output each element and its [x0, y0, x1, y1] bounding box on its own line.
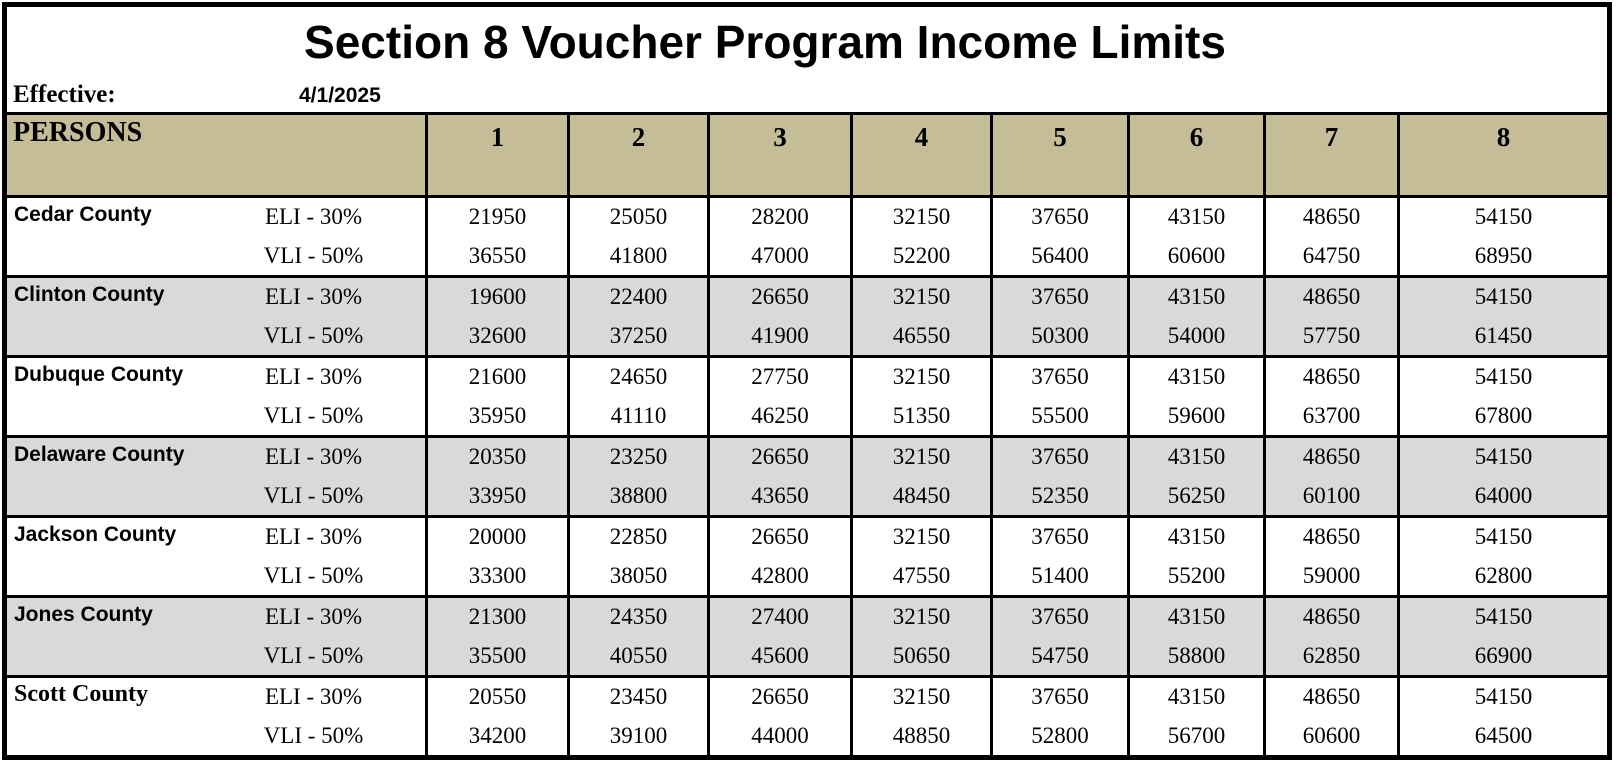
county-name: Jones County — [14, 603, 153, 626]
income-tier-label: ELI - 30% — [264, 604, 363, 630]
income-limit-value: 32150 — [850, 278, 990, 317]
income-tier-label: VLI - 50% — [263, 722, 364, 748]
income-limit-value: 32150 — [850, 678, 990, 717]
income-limit-value: 26650 — [707, 438, 850, 477]
persons-header-row — [7, 115, 1607, 198]
income-limit-value: 43150 — [1127, 598, 1263, 637]
income-limit-value: 40550 — [567, 637, 707, 676]
income-limit-value: 54150 — [1397, 678, 1607, 717]
income-limit-value: 43150 — [1127, 678, 1263, 717]
income-limit-value: 58800 — [1127, 637, 1263, 676]
income-limit-value: 44000 — [707, 717, 850, 756]
persons-col-header-2: 2 — [567, 115, 707, 195]
income-limit-value: 48450 — [850, 477, 990, 516]
income-limit-value: 43150 — [1127, 358, 1263, 397]
income-limit-value: 37650 — [990, 518, 1127, 557]
income-tier-label: ELI - 30% — [264, 444, 363, 470]
income-limit-value: 19600 — [425, 278, 567, 317]
income-limit-value: 37650 — [990, 198, 1127, 237]
county-name: Dubuque County — [14, 363, 184, 386]
income-tier-label: ELI - 30% — [264, 684, 363, 710]
persons-col-header-5: 5 — [990, 115, 1127, 195]
income-limit-value: 41800 — [567, 237, 707, 276]
income-limit-value: 20350 — [425, 438, 567, 477]
county-name: Delaware County — [14, 443, 185, 466]
income-limit-value: 52200 — [850, 237, 990, 276]
income-limit-value: 27400 — [707, 598, 850, 637]
income-limit-value: 63700 — [1263, 397, 1397, 436]
income-tier-label: VLI - 50% — [263, 322, 364, 348]
income-tier-label: ELI - 30% — [264, 204, 363, 230]
income-limit-value: 52800 — [990, 717, 1127, 756]
income-limit-value: 59600 — [1127, 397, 1263, 436]
county-group-dubuque-county — [7, 355, 1607, 435]
income-limit-value: 28200 — [707, 198, 850, 237]
income-limit-value: 21300 — [425, 598, 567, 637]
income-limit-value: 55200 — [1127, 557, 1263, 596]
income-limit-value: 35500 — [425, 637, 567, 676]
income-tier-label: VLI - 50% — [263, 242, 364, 268]
income-limit-value: 55500 — [990, 397, 1127, 436]
persons-header: PERSONS — [13, 117, 143, 148]
income-limit-value: 32150 — [850, 438, 990, 477]
income-limit-value: 26650 — [707, 678, 850, 717]
income-limit-value: 22850 — [567, 518, 707, 557]
county-name: Clinton County — [14, 283, 165, 306]
income-limit-value: 48650 — [1263, 198, 1397, 237]
income-limit-value: 52350 — [990, 477, 1127, 516]
income-limit-value: 22400 — [567, 278, 707, 317]
income-limit-value: 50300 — [990, 317, 1127, 356]
income-limit-value: 48650 — [1263, 598, 1397, 637]
income-tier-label: ELI - 30% — [264, 364, 363, 390]
income-tier-label: VLI - 50% — [263, 482, 364, 508]
income-limit-value: 48650 — [1263, 678, 1397, 717]
income-limit-value: 26650 — [707, 278, 850, 317]
income-limit-value: 56250 — [1127, 477, 1263, 516]
income-limit-value: 33950 — [425, 477, 567, 516]
income-tier-label: ELI - 30% — [264, 524, 363, 550]
income-limit-value: 37250 — [567, 317, 707, 356]
income-limit-value: 37650 — [990, 678, 1127, 717]
income-limit-value: 68950 — [1397, 237, 1607, 276]
effective-label: Effective: — [13, 81, 116, 108]
county-group-delaware-county — [7, 435, 1607, 515]
income-limit-value: 48650 — [1263, 358, 1397, 397]
income-limit-value: 60600 — [1127, 237, 1263, 276]
income-limit-value: 59000 — [1263, 557, 1397, 596]
county-group-scott-county — [7, 675, 1607, 755]
income-limit-value: 37650 — [990, 598, 1127, 637]
income-tier-label: ELI - 30% — [264, 284, 363, 310]
income-limit-value: 48850 — [850, 717, 990, 756]
income-limit-value: 20000 — [425, 518, 567, 557]
income-limit-value: 25050 — [567, 198, 707, 237]
income-limit-value: 32600 — [425, 317, 567, 356]
persons-col-header-1: 1 — [425, 115, 567, 195]
income-limit-value: 66900 — [1397, 637, 1607, 676]
county-name: Jackson County — [14, 523, 177, 546]
income-limit-value: 46250 — [707, 397, 850, 436]
income-limit-value: 64750 — [1263, 237, 1397, 276]
persons-col-header-3: 3 — [707, 115, 850, 195]
income-limit-value: 43150 — [1127, 198, 1263, 237]
page-title: Section 8 Voucher Program Income Limits — [304, 16, 1226, 68]
county-group-cedar-county — [7, 198, 1607, 275]
title-row — [7, 7, 1607, 77]
income-limit-value: 45600 — [707, 637, 850, 676]
income-limit-value: 54000 — [1127, 317, 1263, 356]
income-limit-value: 43150 — [1127, 518, 1263, 557]
income-limit-value: 67800 — [1397, 397, 1607, 436]
income-limit-value: 48650 — [1263, 518, 1397, 557]
income-limit-value: 43150 — [1127, 278, 1263, 317]
persons-col-header-7: 7 — [1263, 115, 1397, 195]
income-limit-value: 32150 — [850, 198, 990, 237]
income-limit-value: 54750 — [990, 637, 1127, 676]
income-limit-value: 51400 — [990, 557, 1127, 596]
income-limit-value: 62800 — [1397, 557, 1607, 596]
income-limit-value: 33300 — [425, 557, 567, 596]
income-limit-value: 37650 — [990, 358, 1127, 397]
effective-date: 4/1/2025 — [299, 84, 381, 107]
income-limit-value: 51350 — [850, 397, 990, 436]
income-limit-value: 21950 — [425, 198, 567, 237]
county-name: Scott County — [14, 681, 149, 707]
income-tier-label: VLI - 50% — [263, 402, 364, 428]
income-limits-table — [2, 2, 1612, 760]
persons-col-header-6: 6 — [1127, 115, 1263, 195]
table-body — [7, 198, 1607, 755]
income-limit-value: 46550 — [850, 317, 990, 356]
income-limit-value: 37650 — [990, 278, 1127, 317]
income-limit-value: 56400 — [990, 237, 1127, 276]
income-limit-value: 32150 — [850, 518, 990, 557]
income-limit-value: 26650 — [707, 518, 850, 557]
income-limit-value: 20550 — [425, 678, 567, 717]
income-tier-label: VLI - 50% — [263, 642, 364, 668]
income-limit-value: 62850 — [1263, 637, 1397, 676]
income-limit-value: 39100 — [567, 717, 707, 756]
income-limit-value: 42800 — [707, 557, 850, 596]
income-limit-value: 23250 — [567, 438, 707, 477]
income-limit-value: 41900 — [707, 317, 850, 356]
income-limit-value: 43650 — [707, 477, 850, 516]
income-tier-label: VLI - 50% — [263, 562, 364, 588]
effective-row — [7, 77, 1607, 115]
income-limit-value: 54150 — [1397, 278, 1607, 317]
income-limit-value: 54150 — [1397, 518, 1607, 557]
income-limit-value: 37650 — [990, 438, 1127, 477]
income-limit-value: 27750 — [707, 358, 850, 397]
income-limit-value: 36550 — [425, 237, 567, 276]
income-limit-value: 38050 — [567, 557, 707, 596]
county-name: Cedar County — [14, 203, 152, 226]
income-limit-value: 64000 — [1397, 477, 1607, 516]
income-limit-value: 60600 — [1263, 717, 1397, 756]
county-group-jones-county — [7, 595, 1607, 675]
income-limit-value: 50650 — [850, 637, 990, 676]
income-limit-value: 48650 — [1263, 438, 1397, 477]
income-limit-value: 57750 — [1263, 317, 1397, 356]
persons-col-header-4: 4 — [850, 115, 990, 195]
income-limit-value: 32150 — [850, 598, 990, 637]
county-group-clinton-county — [7, 275, 1607, 355]
income-limit-value: 24350 — [567, 598, 707, 637]
income-limit-value: 47550 — [850, 557, 990, 596]
income-limit-value: 48650 — [1263, 278, 1397, 317]
income-limit-value: 21600 — [425, 358, 567, 397]
income-limit-value: 23450 — [567, 678, 707, 717]
income-limit-value: 64500 — [1397, 717, 1607, 756]
income-limit-value: 54150 — [1397, 358, 1607, 397]
income-limit-value: 54150 — [1397, 198, 1607, 237]
county-group-jackson-county — [7, 515, 1607, 595]
income-limit-value: 32150 — [850, 358, 990, 397]
income-limit-value: 60100 — [1263, 477, 1397, 516]
income-limit-value: 61450 — [1397, 317, 1607, 356]
income-limit-value: 24650 — [567, 358, 707, 397]
persons-col-header-8: 8 — [1397, 115, 1607, 195]
income-limit-value: 54150 — [1397, 598, 1607, 637]
income-limit-value: 56700 — [1127, 717, 1263, 756]
income-limit-value: 43150 — [1127, 438, 1263, 477]
income-limit-value: 47000 — [707, 237, 850, 276]
income-limit-value: 34200 — [425, 717, 567, 756]
income-limit-value: 38800 — [567, 477, 707, 516]
income-limit-value: 41110 — [567, 397, 707, 436]
income-limit-value: 35950 — [425, 397, 567, 436]
income-limit-value: 54150 — [1397, 438, 1607, 477]
